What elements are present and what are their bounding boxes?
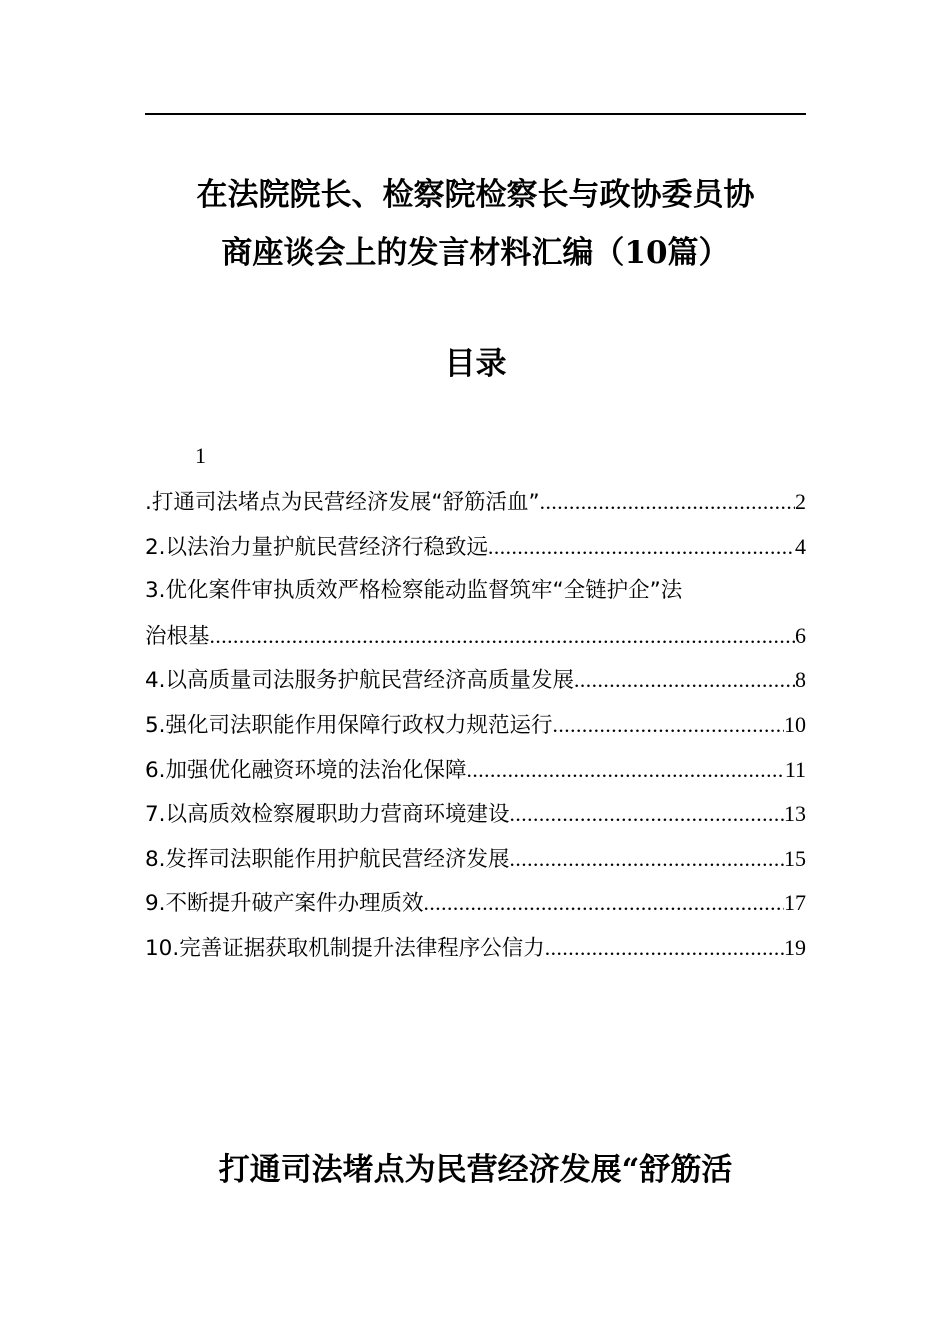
toc-entry-page: 17 bbox=[784, 890, 806, 916]
toc-entry-text: 7.以高质效检察履职助力营商环境建设 bbox=[145, 802, 510, 828]
dot-leader bbox=[488, 529, 795, 565]
document-title-line-1: 在法院院长、检察院检察长与政协委员协 bbox=[196, 177, 755, 213]
toc-entry-text: 9.不断提升破产案件办理质效 bbox=[145, 891, 424, 917]
stray-number: 1 bbox=[195, 443, 206, 468]
toc-entry-2[interactable] bbox=[145, 529, 806, 574]
toc-entry-6[interactable] bbox=[145, 752, 806, 797]
toc-entry-page: 6 bbox=[795, 622, 806, 648]
toc-entry-text: 2.以法治力量护航民营经济行稳致远 bbox=[145, 534, 489, 560]
toc-entry-page: 8 bbox=[795, 667, 806, 693]
toc-entry-text: .打通司法堵点为民营经济发展“舒筋活血” bbox=[145, 490, 540, 515]
section-title: 打通司法堵点为民营经济发展“舒筋活 bbox=[218, 1152, 733, 1188]
toc-entry-text: 8.发挥司法职能作用护航民营经济发展 bbox=[145, 846, 510, 872]
toc-entry-page: 4 bbox=[795, 533, 806, 559]
toc-entry-8[interactable] bbox=[145, 841, 806, 886]
document-title bbox=[145, 166, 806, 282]
toc-entry-9[interactable] bbox=[145, 885, 806, 930]
toc-entry-3-continued[interactable] bbox=[145, 618, 806, 663]
dot-leader bbox=[553, 707, 784, 743]
dot-leader bbox=[210, 618, 795, 654]
toc-entry-7[interactable] bbox=[145, 796, 806, 841]
toc-entry-text: 3.优化案件审执质效严格检察能动监督筑牢“全链护企”法 bbox=[145, 578, 683, 604]
toc-entry-4[interactable] bbox=[145, 662, 806, 707]
toc-heading: 目录 bbox=[444, 346, 507, 382]
toc-entry-1[interactable] bbox=[145, 484, 806, 529]
toc-entry-text: 6.加强优化融资环境的法治化保障 bbox=[145, 757, 467, 783]
toc-entry-text: 4.以高质量司法服务护航民营经济高质量发展 bbox=[145, 668, 575, 694]
table-of-contents bbox=[145, 484, 806, 975]
dot-leader bbox=[510, 796, 784, 832]
toc-entry-page: 13 bbox=[784, 801, 806, 827]
toc-entry-3[interactable] bbox=[145, 573, 806, 618]
dot-leader bbox=[540, 484, 795, 520]
toc-entry-10[interactable] bbox=[145, 930, 806, 975]
toc-entry-text: 5.强化司法职能作用保障行政权力规范运行 bbox=[145, 712, 553, 738]
toc-entry-page: 11 bbox=[784, 756, 806, 782]
dot-leader bbox=[574, 662, 795, 698]
toc-entry-page: 2 bbox=[795, 489, 806, 514]
toc-entry-page: 10 bbox=[784, 711, 806, 737]
toc-entry-page: 19 bbox=[784, 934, 806, 960]
toc-entry-text: 治根基 bbox=[145, 623, 210, 649]
document-title-line-2: 商座谈会上的发言材料汇编（10篇） bbox=[221, 235, 730, 271]
dot-leader bbox=[545, 930, 784, 966]
dot-leader bbox=[424, 885, 784, 921]
header-rule bbox=[145, 113, 806, 115]
toc-entry-text: 10.完善证据获取机制提升法律程序公信力 bbox=[145, 935, 545, 961]
dot-leader bbox=[510, 841, 784, 877]
dot-leader bbox=[467, 752, 785, 788]
toc-entry-page: 15 bbox=[784, 845, 806, 871]
toc-entry-5[interactable] bbox=[145, 707, 806, 752]
